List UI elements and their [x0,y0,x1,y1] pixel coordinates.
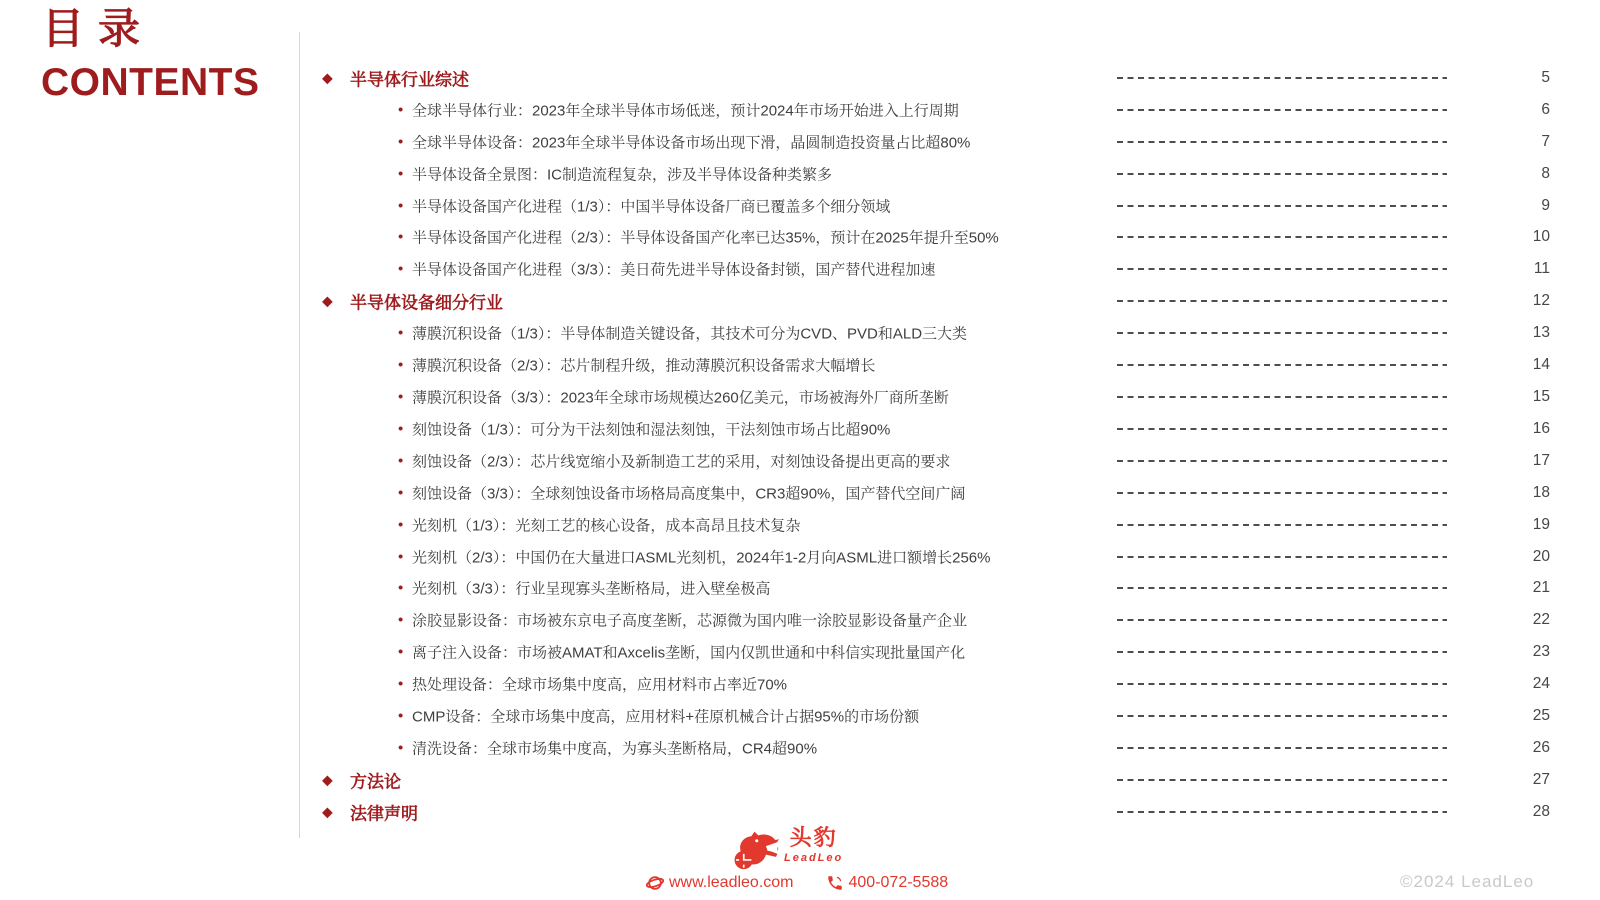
toc-page-number: 28 [1532,802,1550,820]
toc-entry-label: 刻蚀设备（2/3）：芯片线宽缩小及新制造工艺的采用，对刻蚀设备提出更高的要求 [412,453,951,471]
dot-bullet-icon: • [398,420,404,438]
dotted-leader [1117,779,1447,781]
dotted-leader [1117,683,1447,685]
dot-bullet-icon: • [398,388,404,406]
dotted-leader [1117,77,1447,79]
toc-row[interactable] [318,126,1552,158]
dotted-leader [1117,109,1447,111]
dot-bullet-icon: • [398,675,404,693]
toc-page-number: 19 [1532,515,1550,533]
toc-page-number: 20 [1532,547,1550,565]
toc-page-number: 21 [1532,579,1550,597]
dotted-leader [1117,619,1447,621]
toc-entry-label: 光刻机（3/3）：行业呈现寡头垄断格局，进入壁垒极高 [412,580,771,598]
toc-row[interactable] [318,636,1552,668]
toc-entry-label: 半导体设备全景图：IC制造流程复杂，涉及半导体设备种类繁多 [412,166,833,184]
toc-row[interactable] [318,413,1552,445]
dot-bullet-icon: • [398,101,404,119]
website-link[interactable]: www.leadleo.com [669,874,794,891]
vertical-divider [299,32,300,838]
toc-row[interactable] [318,668,1552,700]
toc-page-number: 13 [1532,324,1550,342]
dotted-leader [1117,268,1447,270]
dot-bullet-icon: • [398,579,404,597]
toc-page-number: 9 [1541,196,1550,214]
toc-page-number: 7 [1541,132,1550,150]
toc-row[interactable] [318,349,1552,381]
toc-entry-label: 半导体设备细分行业 [350,293,503,313]
dotted-leader [1117,300,1447,302]
diamond-icon: ◆ [322,292,333,309]
toc-page-number: 14 [1532,356,1550,374]
dot-bullet-icon: • [398,548,404,566]
dotted-leader [1117,651,1447,653]
toc-row[interactable] [318,253,1552,285]
leopard-icon [733,830,779,870]
toc-entry-label: 薄膜沉积设备（1/3）：半导体制造关键设备，其技术可分为CVD、PVD和ALD三大类 [412,325,968,343]
dotted-leader [1117,811,1447,813]
dotted-leader [1117,715,1447,717]
page-title-en: CONTENTS [41,61,260,104]
phone-number[interactable]: 400-072-5588 [848,874,949,891]
dot-bullet-icon: • [398,484,404,502]
toc-row[interactable] [318,222,1552,254]
dot-bullet-icon: • [398,452,404,470]
toc-page-number: 5 [1541,68,1550,86]
toc-row[interactable] [318,62,1552,94]
toc-row[interactable] [318,573,1552,605]
toc-entry-label: 热处理设备：全球市场集中度高，应用材料市占率近70% [412,676,788,694]
toc-page-number: 6 [1541,100,1550,118]
toc-row[interactable] [318,764,1552,796]
diamond-icon: ◆ [322,69,333,86]
toc-page-number: 15 [1532,388,1550,406]
dotted-leader [1117,332,1447,334]
dotted-leader [1117,396,1447,398]
dotted-leader [1117,428,1447,430]
diamond-icon: ◆ [322,803,333,820]
toc-entry-label: 刻蚀设备（3/3）：全球刻蚀设备市场格局高度集中，CR3超90%，国产替代空间广阔 [412,485,966,503]
dot-bullet-icon: • [398,197,404,215]
brand-name-en: LeadLeo [784,852,844,865]
toc-row[interactable] [318,796,1552,828]
toc-entry-label: 法律声明 [350,804,418,824]
dot-bullet-icon: • [398,643,404,661]
toc-row[interactable] [318,381,1552,413]
toc-page-number: 22 [1532,611,1550,629]
copyright-text: ©2024 LeadLeo [1400,872,1535,891]
dotted-leader [1117,236,1447,238]
toc-entry-label: 全球半导体行业：2023年全球半导体市场低迷，预计2024年市场开始进入上行周期 [412,102,959,120]
toc-entry-label: 半导体行业综述 [350,70,469,90]
dot-bullet-icon: • [398,260,404,278]
toc-entry-label: 半导体设备国产化进程（1/3）：中国半导体设备厂商已覆盖多个细分领域 [412,198,891,216]
dot-bullet-icon: • [398,739,404,757]
dotted-leader [1117,141,1447,143]
footer-contact [646,874,948,892]
dot-bullet-icon: • [398,324,404,342]
toc-row[interactable] [318,317,1552,349]
toc-entry-label: 全球半导体设备：2023年全球半导体设备市场出现下滑，晶圆制造投资量占比超80% [412,134,971,152]
phone-icon [826,874,844,892]
toc-page-number: 12 [1532,292,1550,310]
diamond-icon: ◆ [322,771,333,788]
page-title-zh: 目录 [42,5,155,52]
toc-entry-label: 刻蚀设备（1/3）：可分为干法刻蚀和湿法刻蚀，干法刻蚀市场占比超90% [412,421,891,439]
toc-row[interactable] [318,700,1552,732]
dotted-leader [1117,587,1447,589]
toc-row[interactable] [318,732,1552,764]
dot-bullet-icon: • [398,611,404,629]
toc-row[interactable] [318,509,1552,541]
dotted-leader [1117,205,1447,207]
dotted-leader [1117,173,1447,175]
toc-entry-label: 涂胶显影设备：市场被东京电子高度垄断，芯源微为国内唯一涂胶显影设备量产企业 [412,612,968,630]
toc-entry-label: CMP设备：全球市场集中度高，应用材料+荏原机械合计占据95%的市场份额 [412,708,920,726]
dotted-leader [1117,556,1447,558]
dot-bullet-icon: • [398,133,404,151]
toc-page-number: 26 [1532,738,1550,756]
toc-row[interactable] [318,445,1552,477]
toc-page-number: 16 [1532,419,1550,437]
dotted-leader [1117,524,1447,526]
toc-page-number: 17 [1532,451,1550,469]
toc-entry-label: 清洗设备：全球市场集中度高，为寡头垄断格局，CR4超90% [412,740,818,758]
toc-row[interactable] [318,285,1552,317]
dotted-leader [1117,747,1447,749]
toc-page-number: 8 [1541,164,1550,182]
dotted-leader [1117,460,1447,462]
toc-entry-label: 薄膜沉积设备（2/3）：芯片制程升级，推动薄膜沉积设备需求大幅增长 [412,357,876,375]
toc-row[interactable] [318,158,1552,190]
toc-entry-label: 薄膜沉积设备（3/3）：2023年全球市场规模达260亿美元，市场被海外厂商所垄断 [412,389,949,407]
dotted-leader [1117,492,1447,494]
toc-entry-label: 方法论 [350,772,401,792]
dot-bullet-icon: • [398,516,404,534]
toc-page-number: 18 [1532,483,1550,501]
toc-page-number: 27 [1532,770,1550,788]
toc-entry-label: 半导体设备国产化进程（3/3）：美日荷先进半导体设备封锁，国产替代进程加速 [412,261,936,279]
toc-list [318,62,1552,828]
dot-bullet-icon: • [398,228,404,246]
leadleo-logo [733,826,843,870]
dot-bullet-icon: • [398,356,404,374]
toc-page-number: 11 [1533,260,1550,278]
toc-entry-label: 光刻机（1/3）：光刻工艺的核心设备，成本高昂且技术复杂 [412,517,801,535]
toc-row[interactable] [318,477,1552,509]
dotted-leader [1117,364,1447,366]
brand-name-zh: 头豹 [789,825,838,850]
dot-bullet-icon: • [398,707,404,725]
dot-bullet-icon: • [398,165,404,183]
toc-page-number: 25 [1532,707,1550,725]
toc-page-number: 10 [1532,228,1550,246]
toc-page-number: 23 [1532,643,1550,661]
toc-row[interactable] [318,190,1552,222]
toc-entry-label: 离子注入设备：市场被AMAT和Axcelis垄断，国内仅凯世通和中科信实现批量国产化 [412,644,966,662]
toc-entry-label: 光刻机（2/3）：中国仍在大量进口ASML光刻机，2024年1-2月向ASML进口额增长256% [412,549,991,567]
toc-entry-label: 半导体设备国产化进程（2/3）：半导体设备国产化率已达35%，预计在2025年提升至50% [412,229,999,247]
toc-row[interactable] [318,604,1552,636]
toc-page-number: 24 [1532,675,1550,693]
toc-row[interactable] [318,541,1552,573]
globe-icon [646,874,664,892]
toc-row[interactable] [318,94,1552,126]
